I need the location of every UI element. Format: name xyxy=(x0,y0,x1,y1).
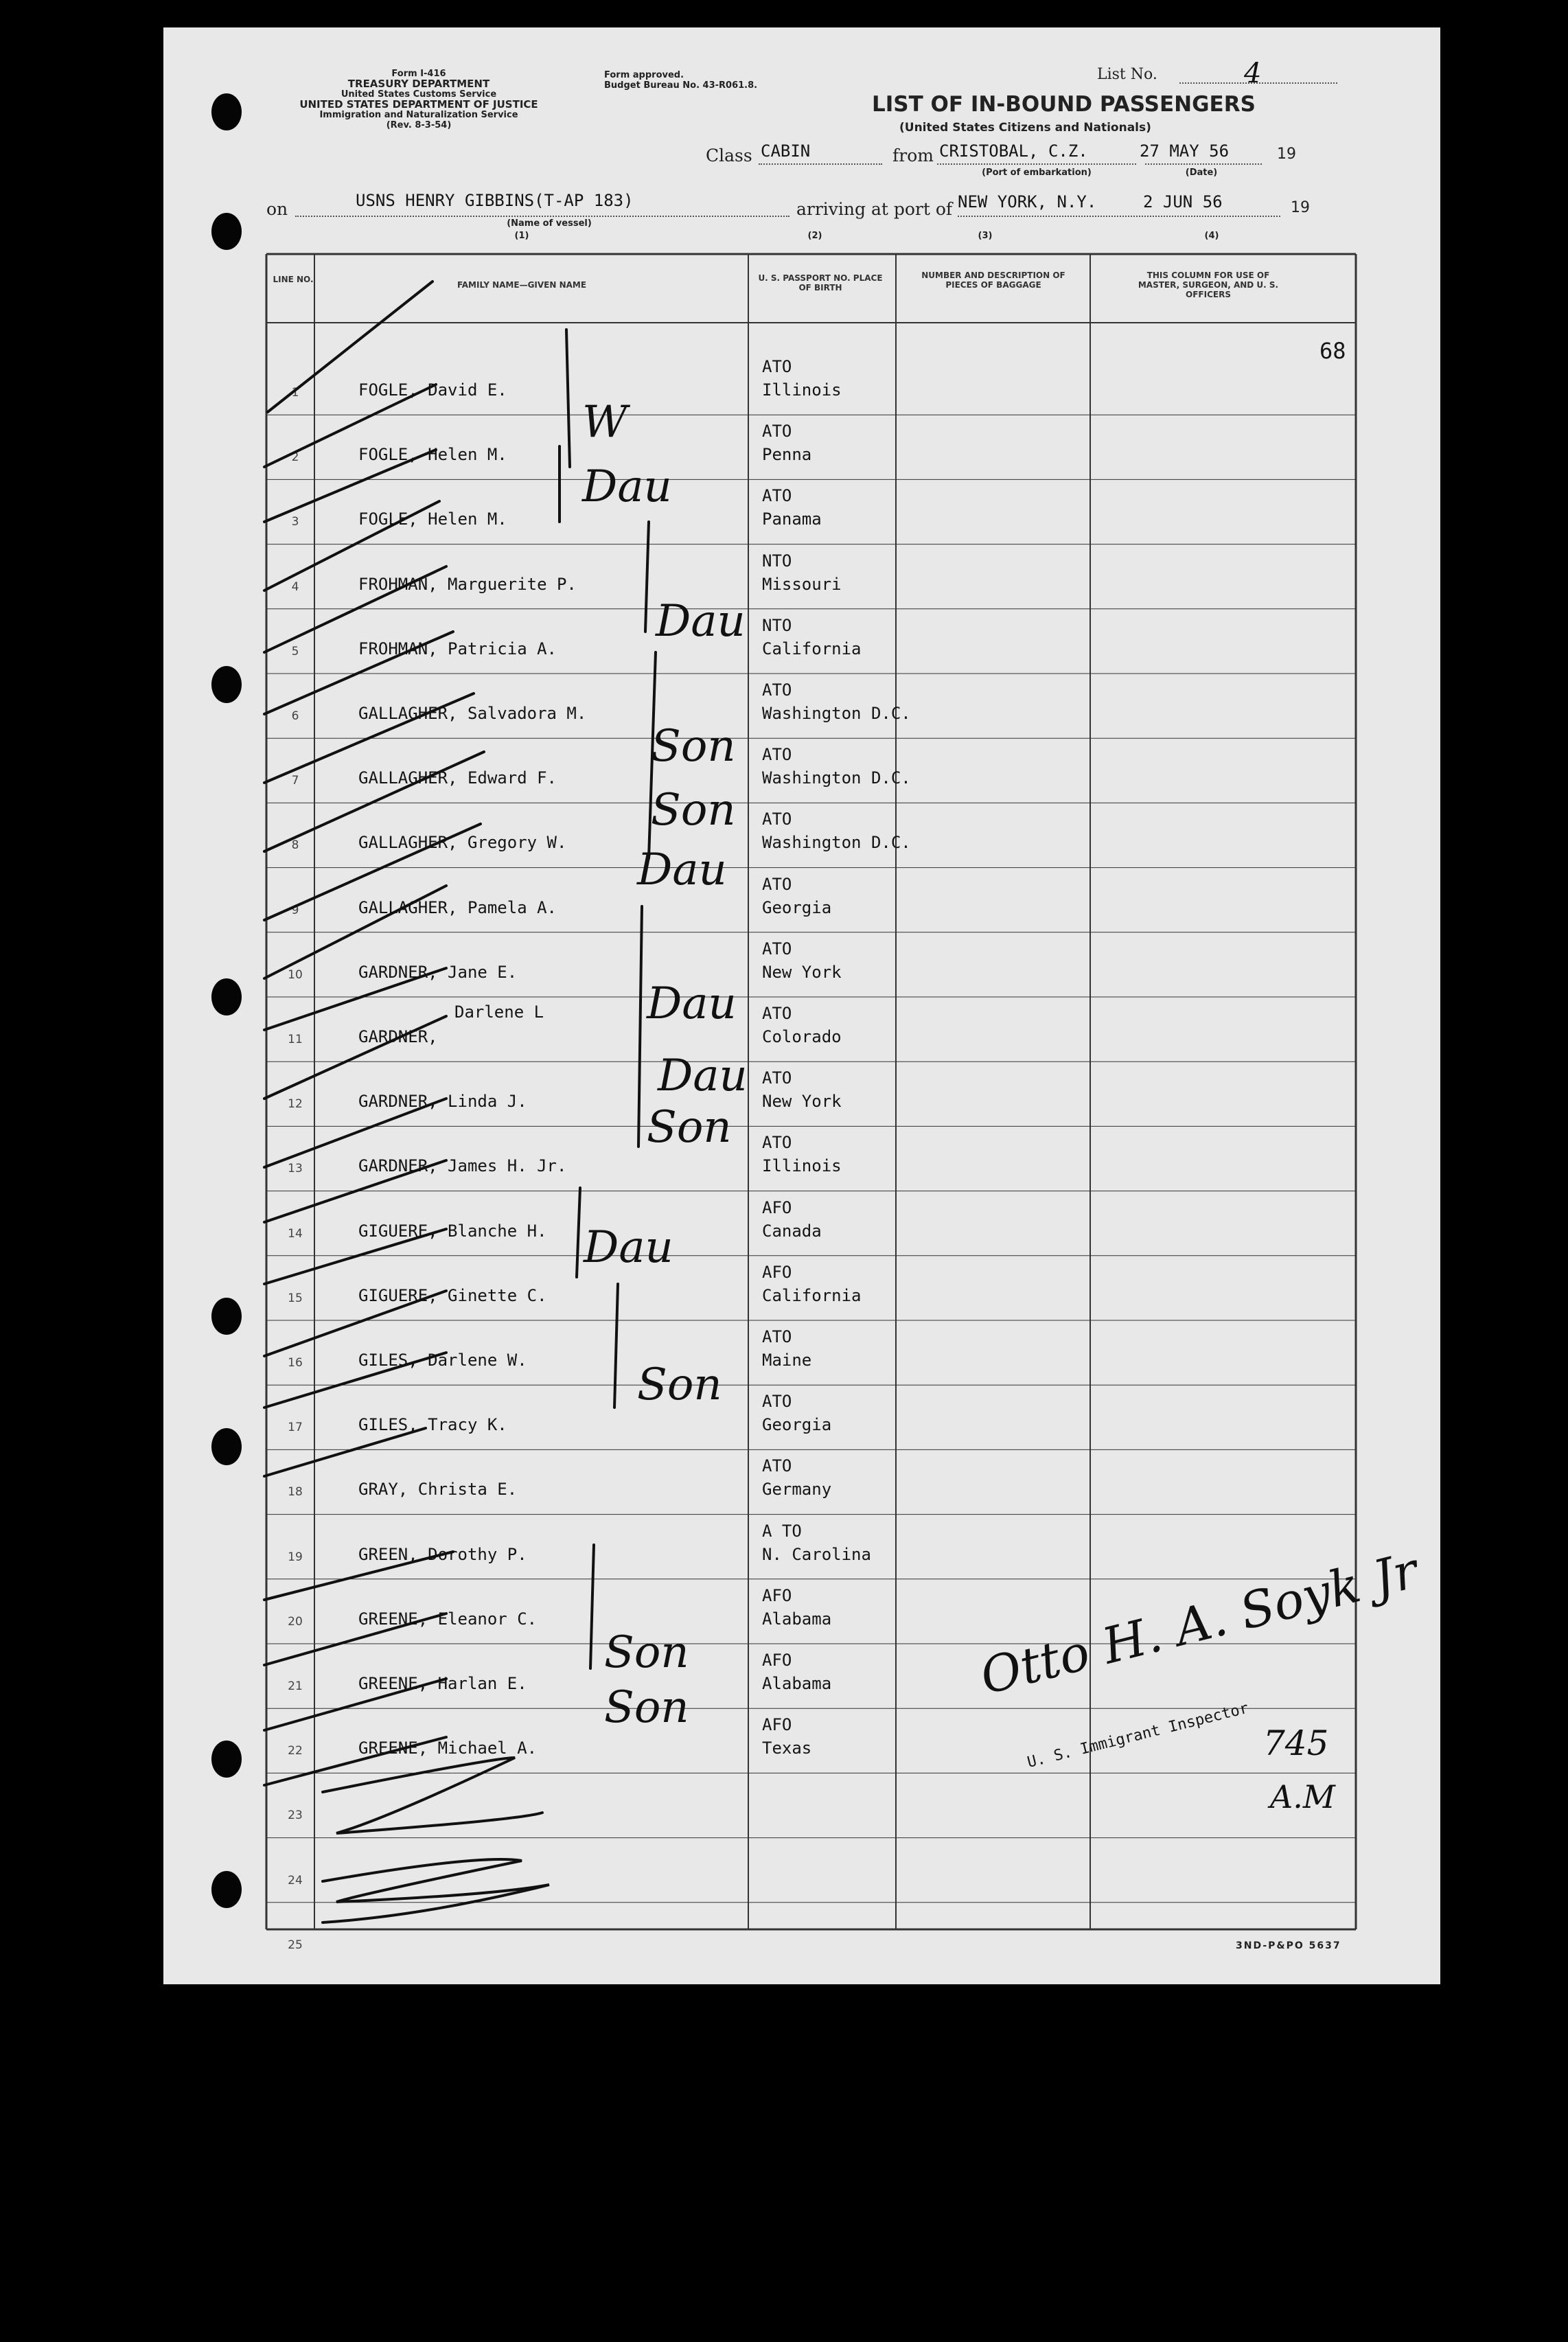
line-number: 4 xyxy=(291,579,299,594)
on-label: on xyxy=(266,199,288,219)
passenger-name: GREENE, Harlan E. xyxy=(358,1674,527,1693)
passenger-name: GALLAGHER, Pamela A. xyxy=(358,897,557,917)
inspector-signature: Otto H. A. Soyk Jr xyxy=(974,1541,1424,1706)
diagonal-strike xyxy=(264,1291,446,1356)
year-label: 19 xyxy=(1277,146,1296,163)
place-of-birth: Canada xyxy=(762,1221,822,1241)
passport-code: ATO xyxy=(762,874,792,894)
passport-code: ATO xyxy=(762,1004,792,1023)
line-number: 14 xyxy=(288,1226,303,1241)
budget-bureau-line: Budget Bureau No. 43-R061.8. xyxy=(604,80,758,91)
place-of-birth: Panama xyxy=(762,509,822,529)
place-of-birth: California xyxy=(762,1285,862,1305)
diagonal-strike xyxy=(264,1099,446,1167)
passenger-name: GARDNER, Jane E. xyxy=(358,962,518,982)
vessel-caption: (Name of vessel) xyxy=(507,218,592,229)
annotation-son: Son xyxy=(637,1359,722,1410)
passport-code: ATO xyxy=(762,1068,792,1088)
annotation-daughter: Dau xyxy=(637,845,727,895)
annotation-son: Son xyxy=(651,721,736,772)
line-number: 3 xyxy=(291,515,299,529)
diagonal-strike xyxy=(264,501,439,590)
bracket-line xyxy=(566,330,570,467)
line-number: 17 xyxy=(288,1421,303,1435)
place-of-birth: Maine xyxy=(762,1351,812,1370)
passport-code: ATO xyxy=(762,1133,792,1153)
passport-code: ATO xyxy=(762,1392,792,1412)
form-number: Form I-416 xyxy=(391,69,446,79)
vessel-value: USNS HENRY GIBBINS(T-AP 183) xyxy=(356,191,634,210)
passenger-name: GALLAGHER, Edward F. xyxy=(358,768,557,788)
col-head-passport: U. S. PASSPORT NO. PLACE OF BIRTH xyxy=(758,273,883,292)
diagonal-strike xyxy=(264,824,481,920)
passenger-name: FROHMAN, Patricia A. xyxy=(358,639,557,658)
place-of-birth: Germany xyxy=(762,1480,832,1500)
diagonal-strike xyxy=(264,1614,446,1665)
diagonal-strike xyxy=(264,886,446,978)
annotation-son: Son xyxy=(647,1102,732,1153)
passenger-name: GARDNER, Linda J. xyxy=(358,1092,527,1112)
scribble xyxy=(323,1758,542,1833)
line-number: 22 xyxy=(288,1744,303,1758)
col-num-2: (2) xyxy=(807,231,822,241)
line-number: 13 xyxy=(288,1162,303,1176)
passport-code: ATO xyxy=(762,939,792,958)
annotation-daughter: Dau xyxy=(658,1051,748,1101)
place-of-birth: Georgia xyxy=(762,897,832,917)
place-of-birth: Georgia xyxy=(762,1415,832,1435)
passenger-name: FOGLE, Helen M. xyxy=(358,445,507,465)
passenger-name: GIGUERE, Ginette C. xyxy=(358,1285,547,1305)
passenger-name: FROHMAN, Marguerite P. xyxy=(358,574,577,594)
list-no-label: List No. xyxy=(1097,66,1157,83)
passport-code: AFO xyxy=(762,1585,792,1605)
passport-code: AFO xyxy=(762,1197,792,1217)
passenger-name: GRAY, Christa E. xyxy=(358,1480,518,1500)
date-value: 27 MAY 56 xyxy=(1140,141,1230,161)
customs-label: United States Customs Service xyxy=(341,89,497,100)
diagonal-strike xyxy=(264,566,446,652)
passenger-name: FOGLE, David E. xyxy=(358,380,507,400)
passport-code: A TO xyxy=(762,1521,802,1541)
port-caption: (Port of embarkation) xyxy=(982,168,1092,178)
passport-code: NTO xyxy=(762,615,792,635)
passenger-name: GREENE, Michael A. xyxy=(358,1738,538,1758)
place-of-birth: Washington D.C. xyxy=(762,704,911,723)
passport-code: ATO xyxy=(762,810,792,829)
passport-code: ATO xyxy=(762,680,792,700)
passport-code: ATO xyxy=(762,422,792,441)
diagonal-strike xyxy=(264,968,446,1030)
passport-code: ATO xyxy=(762,357,792,376)
bracket-line xyxy=(645,522,649,632)
line-number: 1 xyxy=(291,386,299,400)
place-of-birth: Alabama xyxy=(762,1674,832,1693)
page-title: LIST OF IN-BOUND PASSENGERS xyxy=(872,92,1256,117)
diagonal-strike xyxy=(264,1353,446,1408)
place-of-birth: N. Carolina xyxy=(762,1544,871,1564)
col-head-name: FAMILY NAME—GIVEN NAME xyxy=(457,280,587,290)
diagonal-strike xyxy=(264,450,436,522)
diagonal-strike xyxy=(264,1679,446,1730)
inspection-ampm: A.M xyxy=(1270,1778,1335,1815)
annotation-daughter: Dau xyxy=(582,461,672,512)
passport-code: ATO xyxy=(762,1327,792,1346)
place-of-birth: Illinois xyxy=(762,380,842,400)
treasury-label: TREASURY DEPARTMENT xyxy=(347,78,490,90)
line-number: 18 xyxy=(288,1485,303,1500)
passport-code: AFO xyxy=(762,1651,792,1670)
bracket-line xyxy=(577,1188,580,1277)
line-number: 9 xyxy=(291,903,299,917)
arrival-port-value: NEW YORK, N.Y. xyxy=(958,192,1097,211)
passenger-name: GILES, Tracy K. xyxy=(358,1415,507,1435)
col-num-4: (4) xyxy=(1204,231,1219,241)
page-subtitle: (United States Citizens and Nationals) xyxy=(899,121,1151,135)
col-num-1: (1) xyxy=(514,231,529,241)
col-num-3: (3) xyxy=(978,231,993,241)
line-number: 15 xyxy=(288,1291,303,1305)
diagonal-strike xyxy=(264,1226,446,1284)
diagonal-strike xyxy=(268,282,433,412)
list-no-value: 4 xyxy=(1244,58,1262,89)
col-head-baggage: NUMBER AND DESCRIPTION OF PIECES OF BAGGAGE xyxy=(921,271,1065,290)
passenger-name: GARDNER, James H. Jr. xyxy=(358,1156,567,1176)
date-caption: (Date) xyxy=(1185,168,1218,178)
passenger-name: GIGUERE, Blanche H. xyxy=(358,1221,547,1241)
annotation-daughter: Dau xyxy=(647,978,737,1029)
line-number: 11 xyxy=(288,1033,303,1046)
diagonal-strike xyxy=(264,1016,446,1099)
place-of-birth: Washington D.C. xyxy=(762,833,911,853)
annotation-daughter: Dau xyxy=(656,596,746,647)
ins-label: Immigration and Naturalization Service xyxy=(319,110,518,120)
arrival-date-value: 2 JUN 56 xyxy=(1143,192,1223,211)
bracket-line xyxy=(590,1545,594,1668)
diagonal-strike xyxy=(264,632,453,714)
place-of-birth: New York xyxy=(762,1092,842,1112)
passport-code: ATO xyxy=(762,1456,792,1476)
place-of-birth: Texas xyxy=(762,1738,812,1758)
line-number: 5 xyxy=(291,644,299,658)
passport-code: AFO xyxy=(762,1715,792,1735)
diagonal-strike xyxy=(264,1160,446,1222)
place-of-birth: Colorado xyxy=(762,1027,842,1046)
col-head-officers: THIS COLUMN FOR USE OF MASTER, SURGEON, AND U. S. OFFICERS xyxy=(1138,271,1279,299)
annotation-wife: W xyxy=(582,397,627,448)
place-of-birth: California xyxy=(762,639,862,658)
passport-code: ATO xyxy=(762,486,792,506)
place-of-birth: Washington D.C. xyxy=(762,768,911,788)
passenger-name: GALLAGHER, Gregory W. xyxy=(358,833,567,853)
place-of-birth: New York xyxy=(762,962,842,982)
line-number: 19 xyxy=(288,1550,303,1564)
line-number: 7 xyxy=(291,774,299,788)
passport-code: NTO xyxy=(762,551,792,571)
passport-code: AFO xyxy=(762,1262,792,1282)
line-number: 8 xyxy=(291,838,299,853)
col-head-line-no: LINE NO. xyxy=(273,275,314,284)
form-approved-line: Form approved. xyxy=(604,70,684,80)
line-number: 23 xyxy=(288,1809,303,1823)
year-label-2: 19 xyxy=(1291,199,1310,216)
annotation-daughter: Dau xyxy=(584,1222,673,1273)
place-of-birth: Penna xyxy=(762,445,812,465)
inspector-title: U. S. Immigrant Inspector xyxy=(1025,1699,1251,1771)
given-name-correction: Darlene L xyxy=(454,1002,544,1022)
from-value: CRISTOBAL, C.Z. xyxy=(939,141,1088,161)
place-of-birth: Missouri xyxy=(762,574,842,594)
justice-label: UNITED STATES DEPARTMENT OF JUSTICE xyxy=(299,98,538,111)
inspection-time: 745 xyxy=(1263,1723,1329,1763)
class-value: CABIN xyxy=(761,141,811,161)
bracket-line xyxy=(638,906,642,1147)
from-label: from xyxy=(892,146,934,165)
line-number: 20 xyxy=(288,1614,303,1629)
annotation-son: Son xyxy=(604,1627,689,1678)
annotation-son: Son xyxy=(604,1682,689,1733)
diagonal-strike xyxy=(264,1552,453,1600)
line-number: 12 xyxy=(288,1097,303,1112)
diagonal-strike xyxy=(264,1428,426,1476)
officer-count: 68 xyxy=(1319,338,1346,364)
passport-code: ATO xyxy=(762,745,792,765)
diagonal-strike xyxy=(264,384,436,467)
rev-label: (Rev. 8-3-54) xyxy=(386,120,452,130)
line-number: 24 xyxy=(288,1873,303,1887)
line-number: 10 xyxy=(288,967,303,982)
class-label: Class xyxy=(706,146,752,165)
line-number: 25 xyxy=(288,1938,303,1952)
place-of-birth: Illinois xyxy=(762,1156,842,1176)
arriving-label: arriving at port of xyxy=(796,199,953,219)
footer-code: 3ND-P&PO 5637 xyxy=(1236,1940,1341,1951)
diagonal-strike xyxy=(264,1737,446,1785)
place-of-birth: Alabama xyxy=(762,1609,832,1629)
line-number: 21 xyxy=(288,1679,303,1693)
passenger-name: GALLAGHER, Salvadora M. xyxy=(358,704,587,723)
passenger-name: GREENE, Eleanor C. xyxy=(358,1609,538,1629)
passenger-name: GREEN, Dorothy P. xyxy=(358,1544,527,1564)
bracket-line xyxy=(614,1284,618,1408)
passenger-name: GILES, Darlene W. xyxy=(358,1351,527,1370)
annotation-son: Son xyxy=(651,785,736,836)
passenger-name: FOGLE, Helen M. xyxy=(358,509,507,529)
passenger-name: GARDNER, xyxy=(358,1027,438,1046)
line-number: 6 xyxy=(291,709,299,723)
line-number: 16 xyxy=(288,1356,303,1370)
scribble xyxy=(323,1859,549,1922)
line-number: 2 xyxy=(291,450,299,465)
